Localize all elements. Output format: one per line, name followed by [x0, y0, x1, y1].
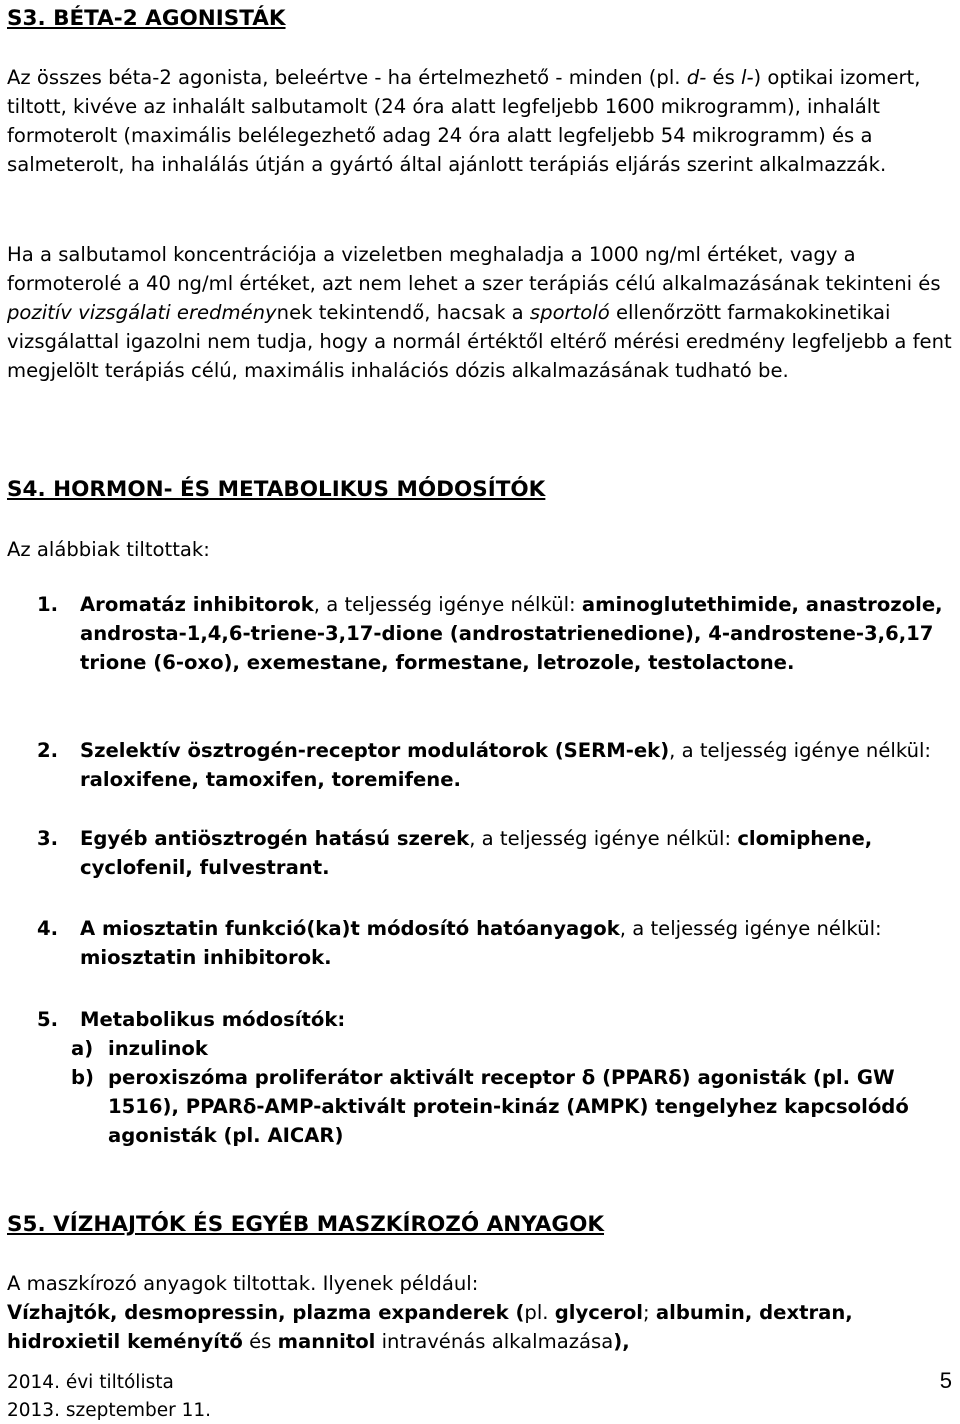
text: nek tekintendő, hacsak a [276, 301, 530, 324]
bold-text: Metabolikus módosítók: [80, 1008, 346, 1031]
list-number: 3. [37, 827, 59, 850]
bold-text: aminoglutethimide, anastrozole, androsta-1,4,6-triene-3,17-dione (androstatrienedione), 4-androstene-3,6,17 trione (6-oxo), exemestane, formestane, letrozole, testolactone. [80, 593, 943, 674]
bold-text: miosztatin inhibitorok. [80, 946, 332, 969]
text: , a teljesség igénye nélkül: [619, 917, 882, 940]
text: és [242, 1330, 278, 1353]
italic-text: pozitív vizsgálati eredmény [7, 301, 277, 324]
bold-text: raloxifene, tamoxifen, toremifene. [80, 768, 461, 791]
sub-item [71, 1063, 955, 1150]
list-number: 2. [37, 739, 59, 762]
bold-text: Aromatáz inhibitorok [80, 593, 314, 616]
list-item [7, 590, 955, 677]
bold-text: mannitol [277, 1330, 376, 1353]
list-item [7, 824, 955, 882]
s4-intro: Az alábbiak tiltottak: [7, 538, 210, 561]
bold-text: peroxiszóma proliferátor aktivált receptor δ (PPARδ) agonisták (pl. GW 1516), PPARδ-AMP-aktivált protein-kináz (AMPK) tengelyhez kapcsolódó agonisták (pl. AICAR) [108, 1066, 909, 1147]
sub-item [71, 1034, 955, 1063]
italic-text: sportoló [529, 301, 610, 324]
section-title-s4: S4. HORMON- ÉS METABOLIKUS MÓDOSÍTÓK [7, 477, 546, 502]
bold-text: clomiphene, cyclofenil, fulvestrant. [80, 827, 873, 879]
bold-text: albumin, dextran, hidroxietil keményítő [7, 1301, 853, 1353]
list-item [7, 1005, 955, 1150]
sub-item-label: a) [71, 1037, 94, 1060]
text: ) optikai izomert, tiltott, kivéve az inhalált salbutamolt (24 óra alatt legfeljebb 1600 mikrogramm), inhalált formoterolt (maximális belélegezhető adag 24 óra alatt legfeljebb 54 mikrogramm) és a salmeterolt, ha inhalálás útján a gyártó által ajánlott terápiás eljárás szerint alkalmazzák. [7, 66, 921, 176]
list-item [7, 914, 955, 972]
text: , a teljesség igénye nélkül: [669, 739, 932, 762]
text: ; [643, 1301, 656, 1324]
list-number: 4. [37, 917, 59, 940]
text: pl. [524, 1301, 555, 1324]
bold-text: Egyéb antiösztrogén hatású szerek [80, 827, 470, 850]
list-number: 1. [37, 593, 59, 616]
text: ellenőrzött farmakokinetikai vizsgálattal igazolni nem tudja, hogy a normál értéktől eltérő mérési eredmény legfeljebb a fent megjelölt terápiás célú, maximális inhalációs dózis alkalmazásának tudható be. [7, 301, 952, 382]
s5-paragraph [7, 1298, 955, 1356]
s3-paragraph-1 [7, 63, 955, 179]
bold-text: A miosztatin funkció(ka)t módosító hatóanyagok [80, 917, 620, 940]
s5-intro: A maszkírozó anyagok tiltottak. Ilyenek például: [7, 1272, 479, 1295]
text: Ha a salbutamol koncentrációja a vizeletben meghaladja a 1000 ng/ml értéket, vagy a formoterolé a 40 ng/ml értéket, azt nem lehet a szer terápiás célú alkalmazásának tekinteni és [7, 243, 941, 295]
page-number: 5 [939, 1368, 952, 1393]
footer-date: 2013. szeptember 11. [7, 1400, 212, 1421]
italic-text: l- [741, 66, 754, 89]
bold-text: Vízhajtók, desmopressin, plazma expanderek ( [7, 1301, 525, 1324]
section-title-s3: S3. BÉTA-2 AGONISTÁK [7, 6, 286, 31]
text: és [706, 66, 742, 89]
text: , a teljesség igénye nélkül: [313, 593, 582, 616]
text: Az összes béta-2 agonista, beleértve - ha értelmezhető - minden (pl. [7, 66, 687, 89]
sub-item-label: b) [71, 1066, 94, 1089]
text: , a teljesség igénye nélkül: [469, 827, 738, 850]
section-title-s5: S5. VÍZHAJTÓK ÉS EGYÉB MASZKÍROZÓ ANYAGOK [7, 1212, 605, 1237]
italic-text: d- [686, 66, 707, 89]
footer-list-title: 2014. évi tiltólista [7, 1372, 174, 1393]
list-number: 5. [37, 1008, 59, 1031]
bold-text: Szelektív ösztrogén-receptor modulátorok (SERM-ek) [80, 739, 670, 762]
bold-text: glycerol [554, 1301, 644, 1324]
bold-text: inzulinok [108, 1037, 208, 1060]
text: intravénás alkalmazása [375, 1330, 614, 1353]
bold-text: ), [613, 1330, 630, 1353]
list-item [7, 736, 955, 794]
s3-paragraph-2 [7, 240, 955, 385]
